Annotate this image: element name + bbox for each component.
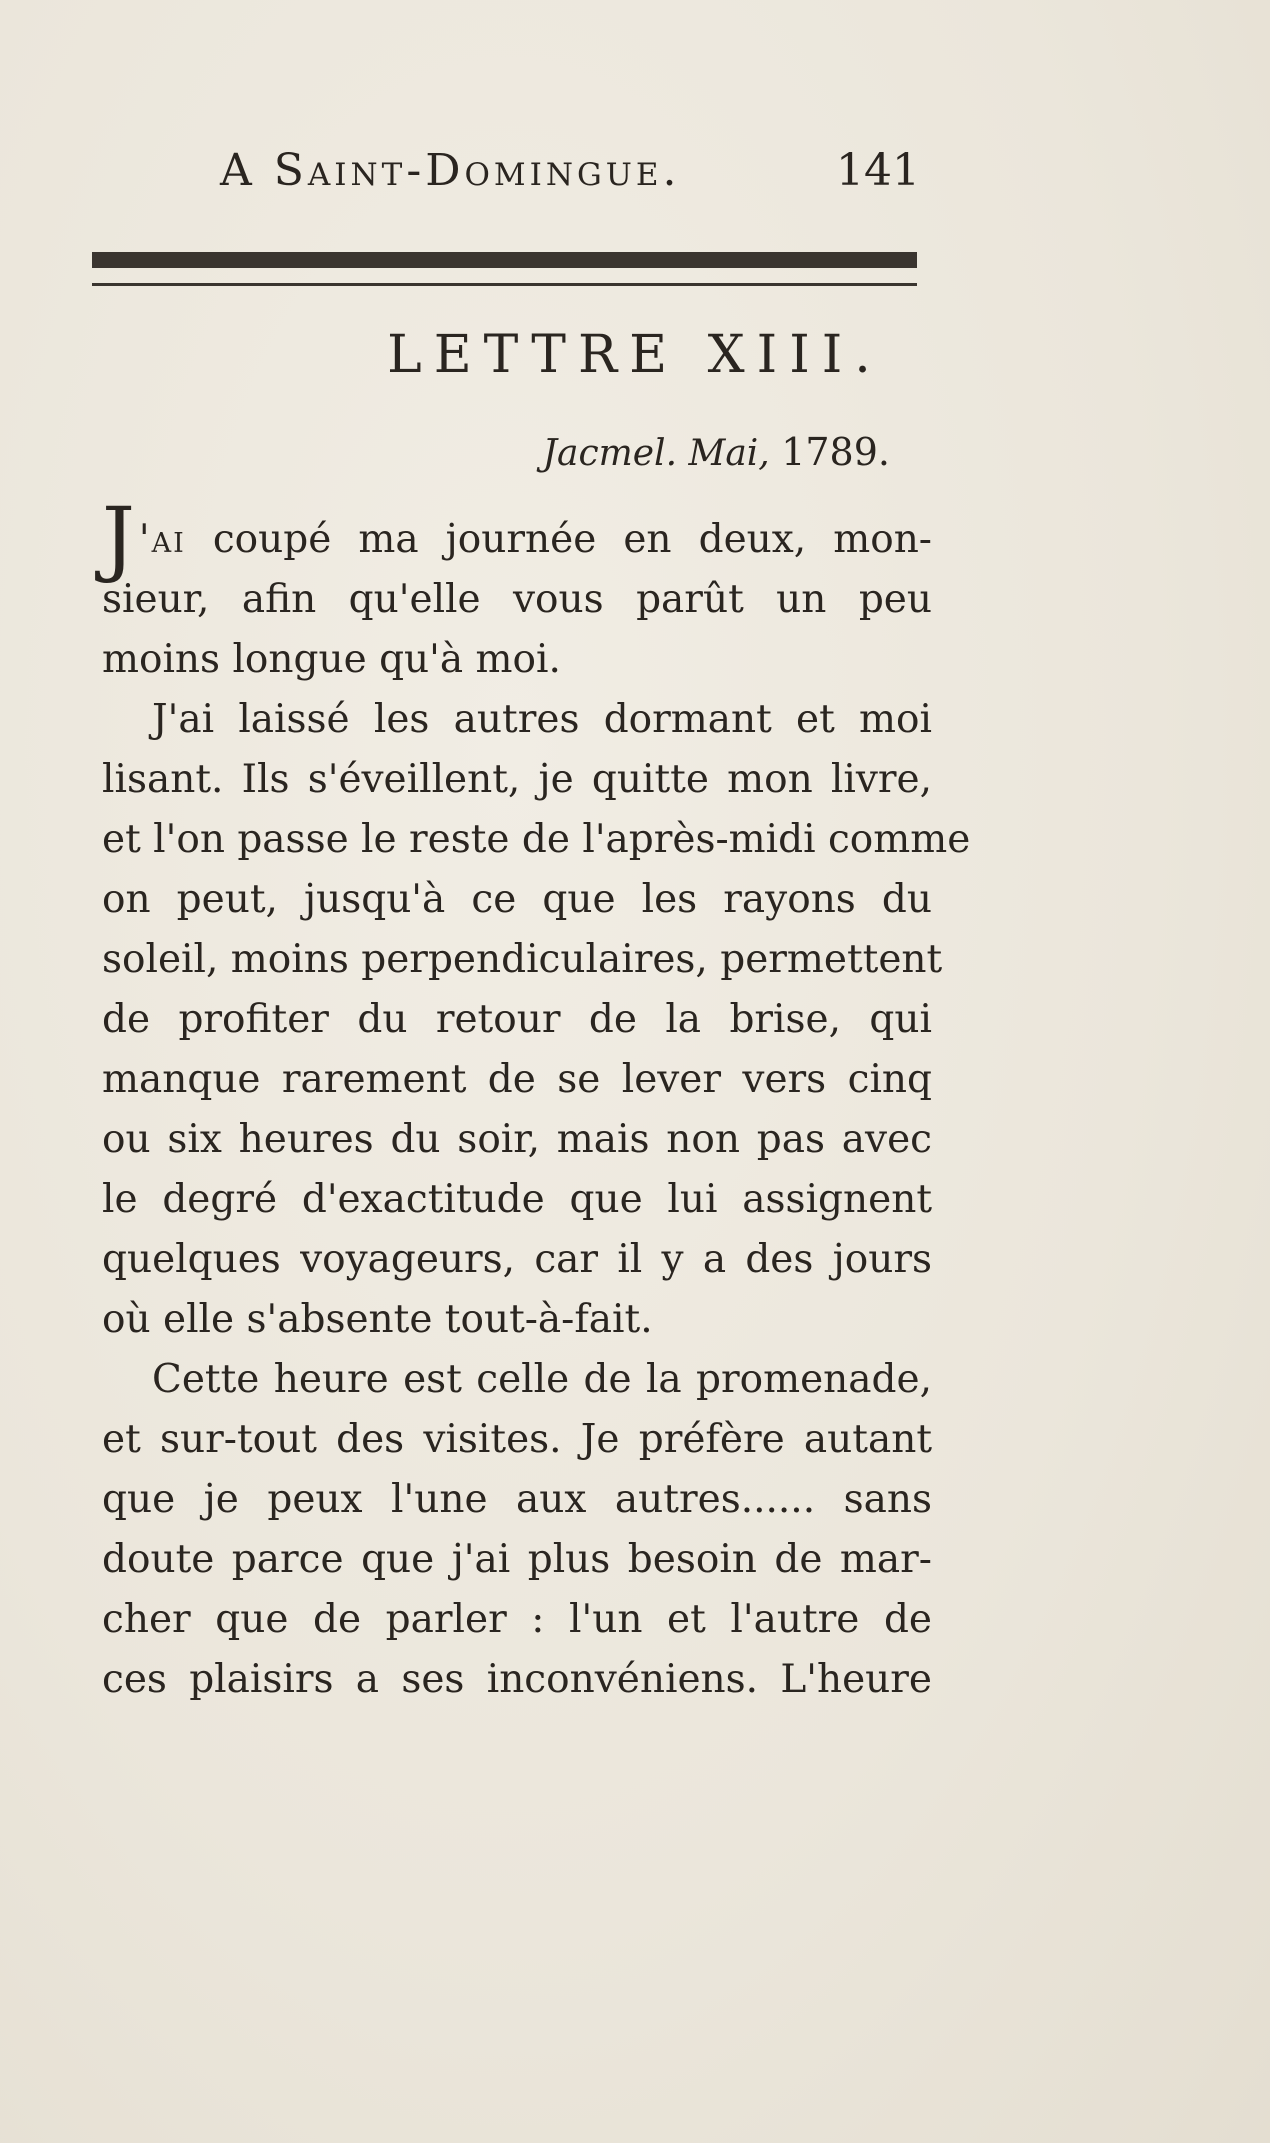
text-line: et sur-tout des visites. Je préfère autant	[102, 1417, 932, 1462]
text-line: quelques voyageurs, car il y a des jours	[102, 1237, 932, 1282]
text-line: moins longue qu'à moi.	[102, 637, 561, 682]
running-head: A Saint-Domingue.	[220, 145, 681, 196]
paragraph-2	[102, 690, 971, 1350]
dateline-place: Jacmel. Mai,	[542, 433, 770, 474]
page-number: 141	[836, 145, 920, 196]
text-line: on peut, jusqu'à ce que les rayons du	[102, 877, 932, 922]
dateline-year: 1789.	[781, 430, 890, 474]
paragraph-1	[102, 491, 932, 690]
text-line: sieur, afin qu'elle vous parût un peu	[102, 577, 932, 622]
text-line: où elle s'absente tout-à-fait.	[102, 1297, 653, 1342]
page-header	[220, 145, 920, 205]
text-line: que je peux l'une aux autres...... sans	[102, 1477, 932, 1522]
text-line: J'ai laissé les autres dormant et moi	[152, 697, 932, 742]
paragraph-3	[102, 1350, 932, 1710]
text-line: lisant. Ils s'éveillent, je quitte mon livre,	[102, 757, 932, 802]
text-line: manque rarement de se lever vers cinq	[102, 1057, 932, 1102]
dateline	[543, 430, 890, 474]
text-line	[102, 491, 932, 586]
text-line: et l'on passe le reste de l'après-midi comme	[102, 817, 971, 862]
letter-title: LETTRE XIII.	[387, 325, 883, 385]
header-rule-thick	[92, 252, 917, 268]
drop-cap: J	[102, 491, 135, 586]
opening-smallcaps: 'ai	[138, 517, 186, 562]
text-line: ou six heures du soir, mais non pas avec	[102, 1117, 932, 1162]
text-line: cher que de parler : l'un et l'autre de	[102, 1597, 932, 1642]
text-line: Cette heure est celle de la promenade,	[152, 1357, 932, 1402]
text-line: ces plaisirs a ses inconvéniens. L'heure	[102, 1657, 932, 1702]
text-line: le degré d'exactitude que lui assignent	[102, 1177, 932, 1222]
text-line: de profiter du retour de la brise, qui	[102, 997, 932, 1042]
header-rule-thin	[92, 283, 917, 286]
text-line: soleil, moins perpendiculaires, permettent	[102, 937, 943, 982]
body-text	[102, 491, 971, 1710]
text-line: doute parce que j'ai plus besoin de mar-	[102, 1537, 932, 1582]
line-text: coupé ma journée en deux, mon-	[185, 517, 932, 562]
